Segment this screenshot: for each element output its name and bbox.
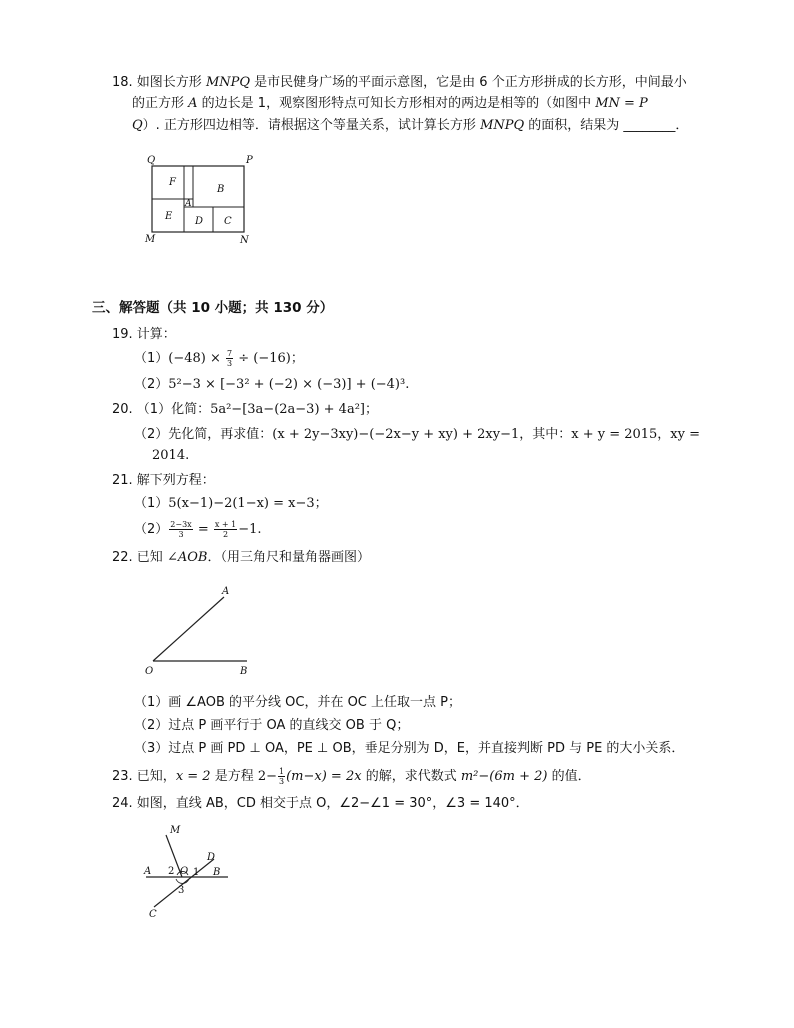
part-label: （1） [134,351,169,366]
fraction-numerator: x + 1 [214,520,237,529]
square-name: A [188,96,198,111]
fig-label-M: M [145,234,156,245]
q22-text: ．（用三角尺和量角器画图） [207,550,370,565]
q22-part-3: （3）过点 P 画 PD ⊥ OA，PE ⊥ OB，垂足分别为 D，E，并直接判断 PD 与 PE 的大小关系． [134,741,685,756]
fraction-numerator: 1 [279,767,285,776]
q18-text: 18. 如图长方形 [112,75,206,90]
fig-label-F: F [169,177,176,188]
q20-part-1 [112,401,378,419]
expression: (−48) × [168,351,226,366]
expression: (m−x) = 2x [286,769,362,784]
q23-text [112,767,591,786]
fraction-denominator: 2 [223,530,229,539]
fraction [169,520,192,539]
fig-label-D: D [207,852,216,863]
q18-line-2 [132,95,648,113]
fig-label-A: A [144,866,152,877]
fraction-denominator: 3 [227,359,233,368]
q18-text: 的边长是 1，观察图形特点可知长方形相对的两边是相等的（如图中 [197,96,596,111]
fig-label-C: C [224,216,232,227]
q24-lines-figure [138,825,238,925]
fraction [214,520,237,539]
q22-part-2: （2）过点 P 画平行于 OA 的直线交 OB 于 Q； [134,718,410,733]
fig-label-C: C [149,909,157,920]
fraction-numerator: 2−3x [170,520,192,529]
fraction-denominator: 3 [279,777,285,786]
q18-equation: MN = P [595,96,648,111]
rect-name: MNPQ [480,118,525,133]
q22-text: 22. 已知 [112,550,167,565]
fig-label-3: 3 [178,885,185,896]
fig-label-M: M [170,825,181,836]
fraction-numerator: 7 [227,349,233,358]
q22-title [112,549,370,567]
expression: (x + 2y−3xy)−(−2x−y + xy) + 2xy−1，其中：x + y = 2015，xy = [272,427,701,442]
q23-part: 的值． [547,769,591,784]
fig-label-N: N [240,235,249,246]
fig-label-O: O [180,866,189,877]
part-label: （2） [134,377,169,392]
fig-label-2: 2 [168,866,175,877]
fig-label-B: B [217,184,225,195]
part-label: （2）先化简，再求值： [134,427,273,442]
q20-part-2-cont: 2014. [152,448,190,463]
angle-name: ∠AOB [166,550,208,565]
fig-label-1: 1 [193,867,200,878]
fig-label-P: P [246,155,253,166]
q24-text: 24. 如图，直线 AB，CD 相交于点 O，∠2−∠1 = 30°，∠3 = 140°． [112,796,529,811]
part-label: （2） [134,522,169,537]
fig-label-O: O [145,666,154,677]
q18-line-1 [112,74,687,92]
expression: m²−(6m + 2) [460,769,548,784]
q19-part-2 [134,376,409,394]
expression: 5(x−1)−2(1−x) = x−3； [168,496,328,511]
q21-title: 21. 解下列方程： [112,473,215,488]
fig-label-A: A [222,586,230,597]
rect-name: MNPQ [205,75,251,90]
fig-label-A: A [185,199,192,209]
q19-title: 19. 计算： [112,327,176,342]
q20-part-2 [134,426,700,444]
q18-rectangle-figure [140,150,270,250]
expression: x = 2 [175,769,211,784]
q22-part-1: （1）画 ∠AOB 的平分线 OC，并在 OC 上任取一点 P； [134,695,461,710]
q18-text: 的面积，结果为 ________． [524,118,689,133]
expression: ÷ (−16)； [234,351,304,366]
expression: 5²−3 × [−3² + (−2) × (−3)] + (−4)³. [168,377,410,392]
q18-text: 的正方形 [132,96,189,111]
equals: = [193,522,213,537]
q19-part-1 [134,349,304,368]
q18-text: Q [132,118,143,133]
fraction-denominator: 3 [178,530,184,539]
q21-part-1 [134,495,328,513]
fig-label-B: B [213,867,221,878]
q23-part: 的解，求代数式 [361,769,461,784]
part-label: （1） [134,496,169,511]
q18-line-3 [132,117,688,135]
fig-label-Q: Q [147,155,156,166]
expression: 2− [257,769,278,784]
q20-title: 20. （1）化简： [112,402,211,417]
q23-part: 23. 已知， [112,769,176,784]
fig-label-E: E [165,211,173,222]
fraction [278,767,285,786]
fig-label-B: B [240,666,248,677]
section-heading: 三、解答题（共 10 小题；共 130 分） [92,300,334,316]
expression: −1. [238,522,262,537]
q21-part-2 [134,520,262,539]
q18-text: ）. 正方形四边相等．请根据这个等量关系，试计算长方形 [142,118,481,133]
expression: 5a²−[3a−(2a−3) + 4a²]； [210,402,378,417]
fig-label-D: D [195,216,204,227]
q23-part: 是方程 [210,769,258,784]
q22-angle-figure [138,580,268,680]
fraction [226,349,233,368]
q18-text: 是市民健身广场的平面示意图，它是由 6 个正方形拼成的长方形，中间最小 [250,75,687,90]
